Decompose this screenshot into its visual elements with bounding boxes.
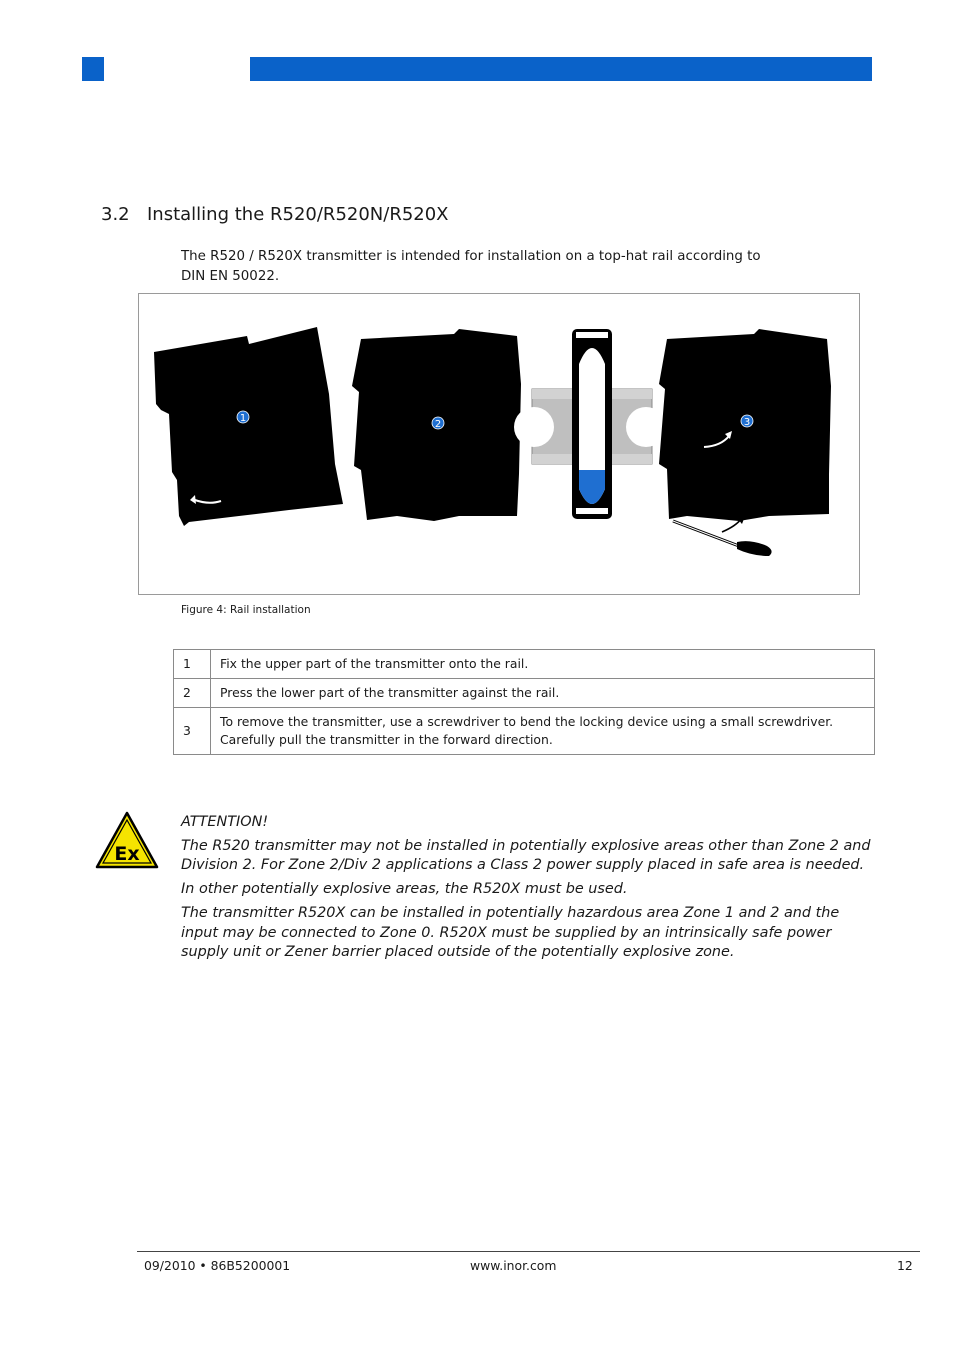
step-text: [211, 708, 875, 755]
din-rail: [514, 329, 666, 519]
figure-caption: Figure 4: Rail installation: [181, 604, 311, 616]
section-title: Installing the R520/R520N/R520X: [147, 204, 449, 225]
section-number: 3.2: [101, 204, 130, 225]
step-number: 1: [174, 650, 211, 679]
table-row: [174, 650, 875, 679]
attention-paragraph: The transmitter R520X can be installed in potentially hazardous area Zone 1 and 2 and the input may be connected to Zone 0. R520X must be supplied by an intrinsically safe power supply unit or Zener barrier placed outside of the potentially explosive zone.: [181, 905, 840, 960]
step-number: 3: [174, 708, 211, 755]
installation-steps-table: [173, 649, 875, 755]
intro-line-2: DIN EN 50022.: [181, 269, 280, 284]
transmitter-step-1: [154, 327, 343, 526]
step-text-line-1: To remove the transmitter, use a screwdriver to bend the locking device using a small screwdriver.: [220, 714, 834, 729]
step-text-line-2: Carefully pull the transmitter in the forward direction.: [220, 732, 553, 747]
attention-paragraph: In other potentially explosive areas, the R520X must be used.: [181, 881, 628, 897]
intro-paragraph: [181, 247, 821, 287]
footer-website: www.inor.com: [470, 1258, 557, 1273]
ex-warning-icon: [95, 811, 159, 873]
section-heading: [101, 204, 449, 225]
ex-label: Ex: [114, 843, 140, 865]
marker-2-label: 2: [434, 419, 442, 430]
table-row: [174, 708, 875, 755]
attention-note: [181, 813, 871, 967]
transmitter-step-3: [659, 329, 831, 556]
footer-doc-id: 09/2010 • 86B5200001: [144, 1258, 291, 1273]
attention-paragraph: The R520 transmitter may not be installed in potentially explosive areas other than Zone 2 and Division 2. For Zone 2/Div 2 applications a Class 2 power supply placed in safe area is needed.: [181, 837, 871, 873]
table-row: [174, 679, 875, 708]
marker-3-label: 3: [743, 417, 751, 428]
intro-line-1: The R520 / R520X transmitter is intended for installation on a top-hat rail according to: [181, 249, 761, 264]
step-text: Fix the upper part of the transmitter onto the rail.: [211, 650, 875, 679]
step-text: Press the lower part of the transmitter against the rail.: [211, 679, 875, 708]
header-square: [82, 57, 104, 81]
step-number: 2: [174, 679, 211, 708]
footer-divider: [137, 1251, 920, 1252]
rail-installation-figure: [138, 293, 860, 595]
header-bar: [250, 57, 872, 81]
attention-title: ATTENTION!: [181, 814, 269, 830]
rail-installation-illustration: [139, 294, 859, 594]
page-number: 12: [897, 1258, 913, 1273]
marker-1-label: 1: [239, 413, 247, 424]
